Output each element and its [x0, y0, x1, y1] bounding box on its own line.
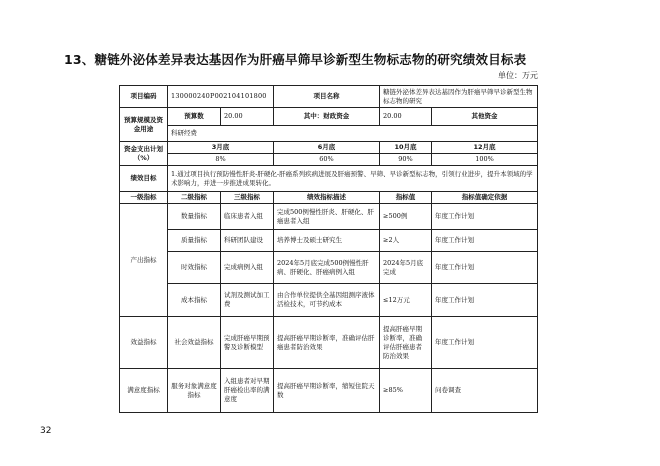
row-value: 提高肝癌早期诊断率，准确评估肝癌患者防治效果 [380, 317, 432, 369]
row-basis: 年度工作计划 [432, 230, 538, 252]
row-l2: 质量指标 [168, 230, 221, 252]
col-header: 三级指标 [221, 192, 274, 204]
row-l3: 完成病例入组 [221, 252, 274, 284]
row-value: ≥2人 [380, 230, 432, 252]
plan-value: 8% [168, 154, 274, 166]
plan-label: 资金支出计划（%） [120, 142, 168, 166]
row-l3: 完成肝癌早期预警及诊断模型 [221, 317, 274, 369]
goal-text: 1.通过项目执行预防慢性肝炎-肝硬化-肝癌系列疾病进展及肝癌预警、早筛、早诊新型标志物，引领行业进步，提升本领域的学术影响力，并进一步推进成果转化。 [168, 166, 538, 192]
budget-row [120, 108, 538, 126]
code-value: 130000240P002104101800 [168, 86, 274, 108]
table-row [120, 230, 538, 252]
group-output: 产出指标 [120, 204, 168, 317]
col-header: 指标值确定依据 [432, 192, 538, 204]
row-basis: 年度工作计划 [432, 252, 538, 284]
row-basis: 问卷调查 [432, 369, 538, 413]
row-l2: 服务对象满意度指标 [168, 369, 221, 413]
plan-months-row [120, 142, 538, 154]
row-l3: 临床患者入组 [221, 204, 274, 230]
name-label: 项目名称 [274, 86, 380, 108]
col-header: 二级指标 [168, 192, 221, 204]
unit-label: 单位：万元 [498, 71, 538, 80]
table-row [120, 317, 538, 369]
page-title: 13、糖链外泌体差异表达基因作为肝癌早筛早诊新型生物标志物的研究绩效目标表 [64, 52, 527, 67]
row-l2: 时效指标 [168, 252, 221, 284]
row-value: ≥500例 [380, 204, 432, 230]
row-desc: 由合作单位提供全基因组测序液体活检技术，可节约成本 [274, 284, 380, 317]
budget-amount: 20.00 [221, 108, 274, 126]
row-l3: 科研团队建设 [221, 230, 274, 252]
code-label: 项目编码 [120, 86, 168, 108]
table-row [120, 284, 538, 317]
budget-usage: 科研经费 [168, 126, 538, 142]
performance-table [119, 85, 538, 413]
col-header: 指标值 [380, 192, 432, 204]
group-effect: 效益指标 [120, 317, 168, 369]
row-l2: 数量指标 [168, 204, 221, 230]
name-value: 糖链外泌体差异表达基因作为肝癌早筛早诊新型生物标志物的研究 [380, 86, 538, 108]
budget-amount-label: 预算数 [168, 108, 221, 126]
budget-finance-label: 其中：财政资金 [274, 108, 380, 126]
row-value: ≤12万元 [380, 284, 432, 317]
plan-month: 10月底 [380, 142, 432, 154]
page-number: 32 [40, 426, 52, 436]
plan-value: 60% [274, 154, 380, 166]
plan-month: 6月底 [274, 142, 380, 154]
usage-row [120, 126, 538, 142]
row-desc: 提高肝癌早期诊断率，准确评估肝癌患者防治效果 [274, 317, 380, 369]
plan-value: 90% [380, 154, 432, 166]
row-l2: 成本指标 [168, 284, 221, 317]
plan-value: 100% [432, 154, 538, 166]
header-row [120, 86, 538, 108]
plan-month: 12月底 [432, 142, 538, 154]
columns-row [120, 192, 538, 204]
goal-label: 绩效目标 [120, 166, 168, 192]
row-l3: 入组患者对早期肝癌检出率的满意度 [221, 369, 274, 413]
row-l2: 社会效益指标 [168, 317, 221, 369]
budget-label: 预算规模及资金用途 [120, 108, 168, 142]
col-header: 一级指标 [120, 192, 168, 204]
table-row [120, 369, 538, 413]
plan-month: 3月底 [168, 142, 274, 154]
budget-finance: 20.00 [380, 108, 432, 126]
table-row [120, 252, 538, 284]
budget-other-label: 其他资金 [432, 108, 538, 126]
row-desc: 培养博士及硕士研究生 [274, 230, 380, 252]
row-value: 2024年5月底完成 [380, 252, 432, 284]
col-header: 绩效指标描述 [274, 192, 380, 204]
group-satisfaction: 满意度指标 [120, 369, 168, 413]
row-l3: 试剂及测试加工费 [221, 284, 274, 317]
row-desc: 完成500例慢性肝炎、肝硬化、肝癌患者入组 [274, 204, 380, 230]
plan-values-row [120, 154, 538, 166]
row-desc: 2024年5月底完成500例慢性肝病、肝硬化、肝癌病例入组 [274, 252, 380, 284]
row-value: ≥85% [380, 369, 432, 413]
row-basis: 年度工作计划 [432, 284, 538, 317]
table-row [120, 204, 538, 230]
row-desc: 提高肝癌早期诊断率，缩短住院天数 [274, 369, 380, 413]
goal-row [120, 166, 538, 192]
row-basis: 年度工作计划 [432, 317, 538, 369]
row-basis: 年度工作计划 [432, 204, 538, 230]
